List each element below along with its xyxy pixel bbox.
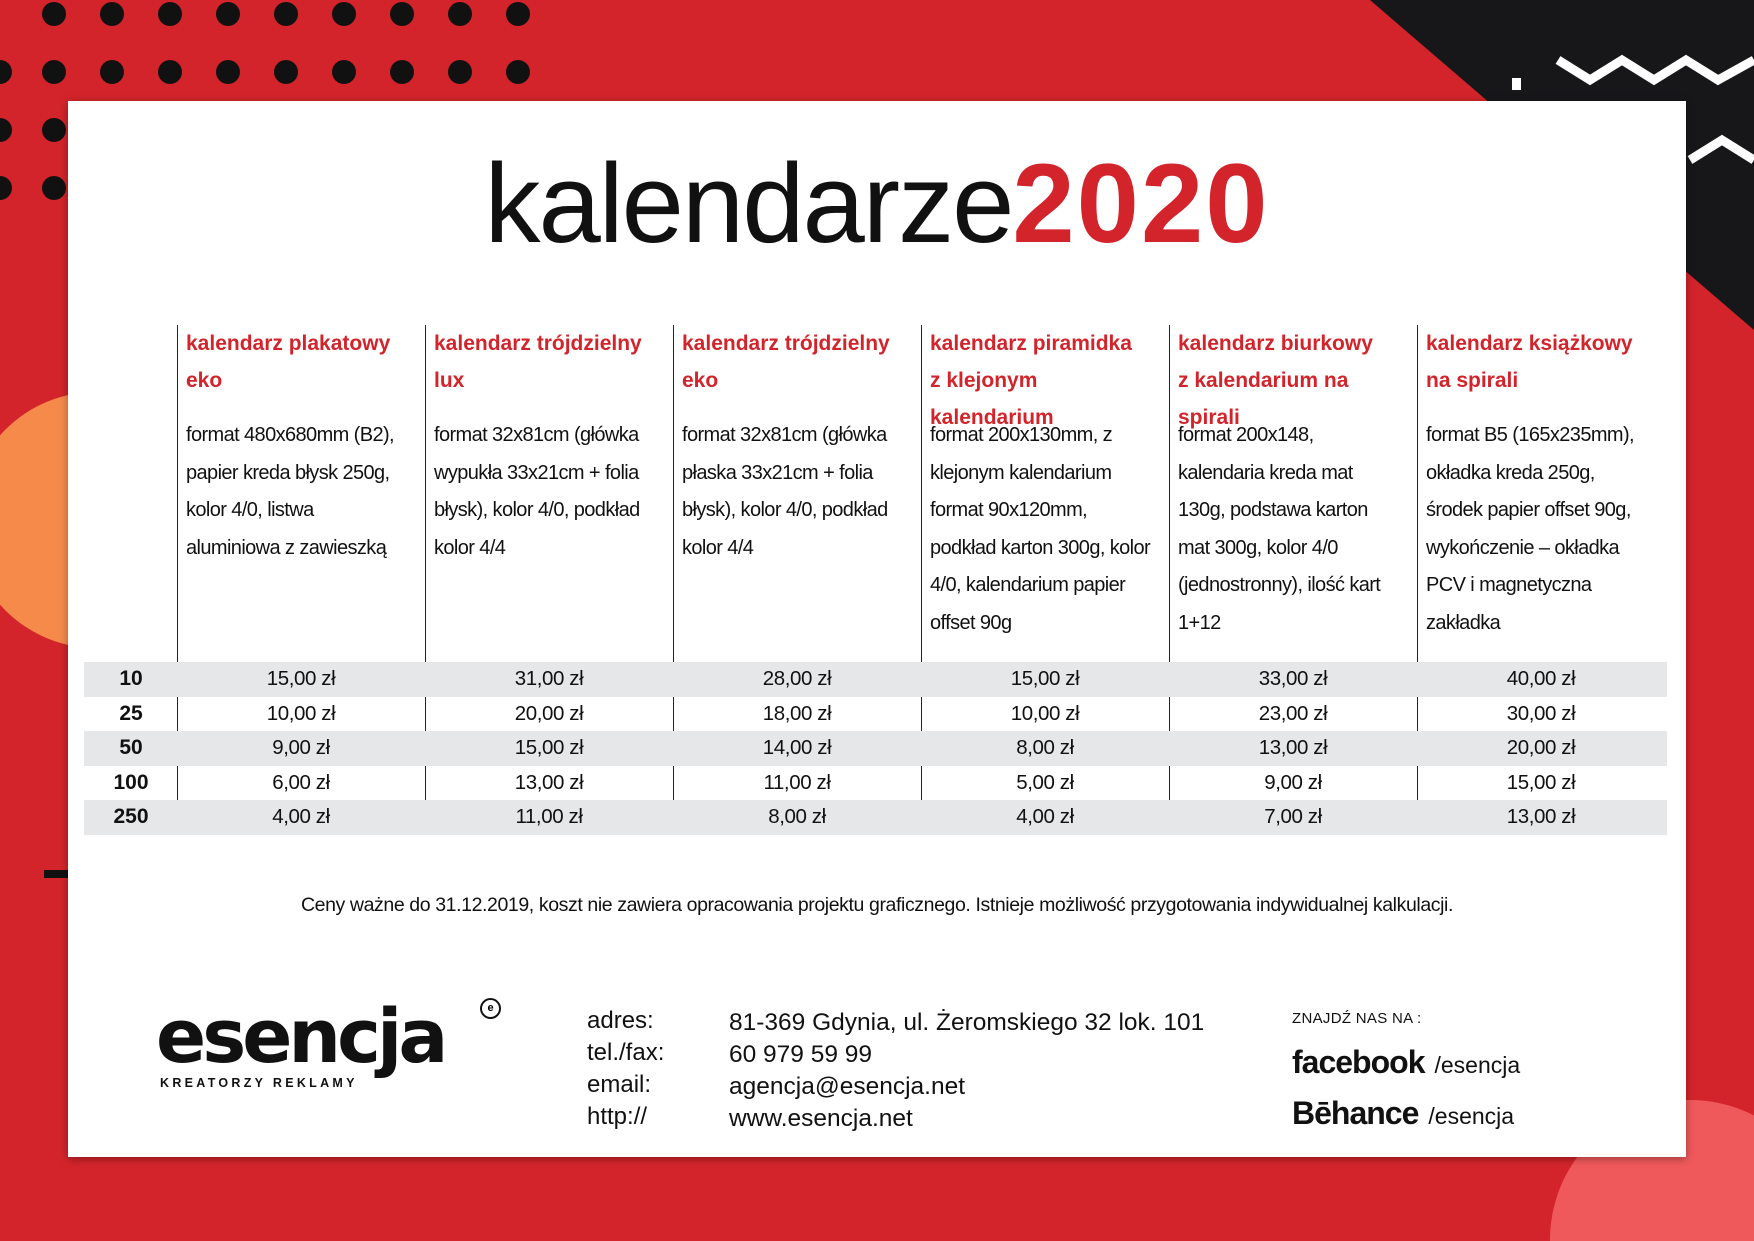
facebook-link[interactable]	[1292, 1044, 1520, 1081]
price-cell: 5,00 zł	[1016, 770, 1074, 794]
contact-values	[729, 1007, 1204, 1135]
price-cell: 23,00 zł	[1258, 701, 1328, 725]
product-description: format B5 (165x235mm), okładka kreda 250g, środek papier offset 90g, wykończenie – okładka PCV i magnetyczna zakładka	[1426, 424, 1634, 634]
price-cell: 14,00 zł	[762, 736, 832, 759]
price-cell: 4,00 zł	[1016, 805, 1074, 828]
facebook-handle: /esencja	[1434, 1052, 1521, 1078]
price-cell: 20,00 zł	[1506, 736, 1576, 759]
registered-mark: e	[480, 998, 501, 1019]
price-cell: 13,00 zł	[514, 770, 584, 794]
contact-labels	[587, 1005, 664, 1133]
product-name: kalendarz książkowy na spirali	[1426, 332, 1633, 392]
price-cell: 31,00 zł	[514, 667, 584, 690]
product-description: format 200x130mm, z klejonym kalendarium format 90x120mm, podkład karton 300g, kolor 4/0, kalendarium papier offset 90g	[930, 424, 1151, 634]
price-cell: 10,00 zł	[266, 701, 336, 725]
behance-handle: /esencja	[1428, 1103, 1515, 1129]
esencja-logo	[156, 994, 494, 1090]
price-row	[84, 766, 1667, 801]
email-label: email:	[587, 1071, 652, 1098]
price-cell: 9,00 zł	[272, 736, 330, 759]
product-name: kalendarz trójdzielny eko	[682, 332, 890, 392]
quantity: 50	[119, 736, 143, 759]
email-link[interactable]: agencja@esencja.net	[729, 1073, 966, 1100]
price-cell: 33,00 zł	[1258, 667, 1328, 690]
price-cell: 15,00 zł	[514, 736, 584, 759]
price-cell: 8,00 zł	[1016, 736, 1074, 759]
price-cell: 30,00 zł	[1506, 701, 1576, 725]
price-cell: 8,00 zł	[768, 805, 826, 828]
product-description: format 32x81cm (główka wypukła 33x21cm + folia błysk), kolor 4/0, podkład kolor 4/4	[434, 424, 640, 559]
product-description: format 480x680mm (B2), papier kreda błysk 250g, kolor 4/0, listwa aluminiowa z zawieszką	[186, 424, 394, 559]
price-cell: 28,00 zł	[762, 667, 832, 690]
quantity: 25	[119, 701, 143, 725]
phone-value: 60 979 59 99	[729, 1041, 873, 1068]
price-cell: 9,00 zł	[1264, 770, 1322, 794]
address-label: adres:	[587, 1007, 654, 1034]
price-cell: 15,00 zł	[266, 667, 336, 690]
price-cell: 13,00 zł	[1258, 736, 1328, 759]
price-row	[84, 731, 1667, 766]
quantity: 250	[113, 805, 149, 828]
price-cell: 13,00 zł	[1506, 805, 1576, 828]
phone-label: tel./fax:	[587, 1039, 665, 1066]
price-cell: 11,00 zł	[515, 805, 583, 828]
price-row	[84, 662, 1667, 697]
price-cell: 15,00 zł	[1010, 667, 1080, 690]
price-cell: 20,00 zł	[514, 701, 584, 725]
logo-wordmark: esencja	[156, 994, 445, 1080]
title-year: 2020	[1012, 141, 1270, 266]
price-cell: 7,00 zł	[1264, 805, 1322, 828]
price-row	[84, 800, 1667, 835]
price-cell: 40,00 zł	[1506, 667, 1576, 690]
product-name: kalendarz biurkowy z kalendarium na spirali	[1178, 332, 1373, 429]
price-cell: 11,00 zł	[763, 770, 831, 794]
product-name: kalendarz piramidka z klejonym kalendarium	[930, 332, 1132, 429]
product-description: format 32x81cm (główka płaska 33x21cm + folia błysk), kolor 4/0, podkład kolor 4/4	[682, 424, 888, 559]
product-name: kalendarz trójdzielny lux	[434, 332, 642, 392]
page-title	[0, 141, 1754, 266]
price-note: Ceny ważne do 31.12.2019, koszt nie zawiera opracowania projektu graficznego. Istnieje możliwość przygotowania indywidualnej kalkulacji.	[300, 894, 1453, 916]
price-cell: 10,00 zł	[1010, 701, 1080, 725]
price-cell: 15,00 zł	[1506, 770, 1576, 794]
facebook-icon: facebook	[1292, 1044, 1425, 1080]
logo-tagline: KREATORZY REKLAMY	[160, 1076, 358, 1090]
price-table	[84, 662, 1667, 835]
price-cell: 18,00 zł	[762, 701, 832, 725]
product-name: kalendarz plakatowy eko	[186, 332, 391, 392]
find-us-label: ZNAJDŹ NAS NA :	[1292, 1010, 1422, 1027]
price-cell: 4,00 zł	[272, 805, 330, 828]
price-row	[84, 697, 1667, 732]
product-description: format 200x148, kalendaria kreda mat 130g, podstawa karton mat 300g, kolor 4/0 (jednostronny), ilość kart 1+12	[1178, 424, 1381, 634]
quantity: 10	[119, 667, 143, 690]
behance-icon: Bēhance	[1292, 1095, 1419, 1131]
price-cell: 6,00 zł	[272, 770, 330, 794]
behance-link[interactable]	[1292, 1095, 1514, 1132]
social-section	[1292, 1010, 1521, 1131]
website-link[interactable]: www.esencja.net	[729, 1105, 913, 1132]
quantity: 100	[113, 770, 149, 794]
web-label: http://	[587, 1103, 648, 1130]
small-square	[1512, 78, 1521, 90]
address-value: 81-369 Gdynia, ul. Żeromskiego 32 lok. 101	[729, 1009, 1205, 1036]
title-light: kalendarze	[484, 141, 1013, 266]
